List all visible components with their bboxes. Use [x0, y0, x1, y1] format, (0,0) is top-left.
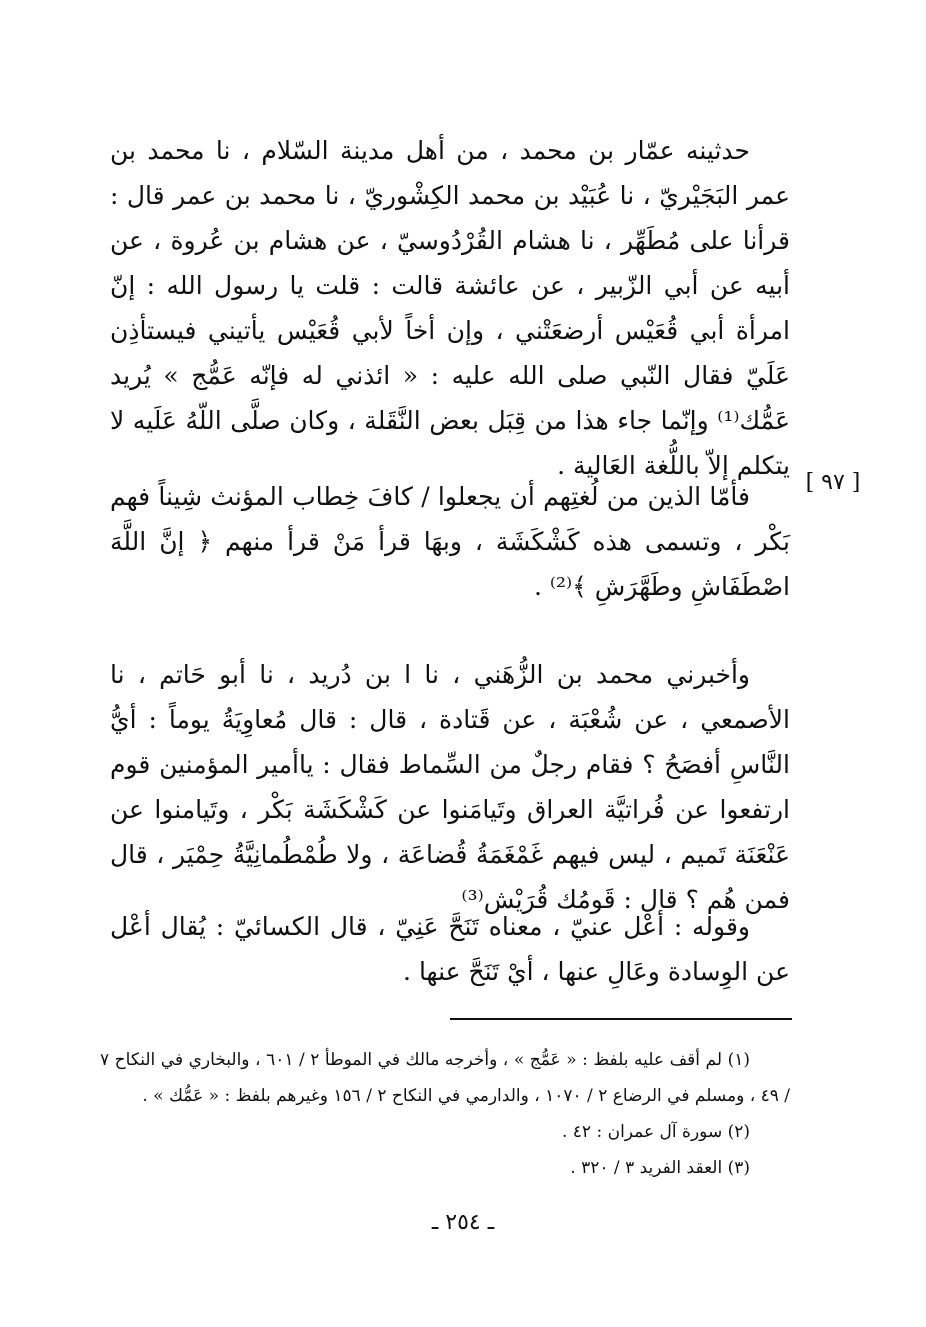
- paragraph-hadith-chain: حدثينه عمّار بن محمد ، من أهل مدينة السّلام ، نا محمد بن عمر البَجَيْريّ ، نا عُبَيْد بن محمد الكِشْوريّ ، نا محمد بن عمر قال : قرأنا على مُطَهِّر ، نا هشام القُرْدُوسيّ ، عن هشام بن عُروة ، عن أبيه عن أبي الزّبير ، عن عائشة قالت : قلت يا رسول الله : إنّ امرأة أبي قُعَيْس أرضعَتْني ، وإن أخاً لأبي قُعَيْس يأتيني فيستأذِن عَلَيّ فقال النّبي صلى الله عليه : « ائذني له فإنّه عَمُّج » يُريد عَمُّك⁽¹⁾ وإنّما جاء هذا من قِبَل بعض النَّقَلة ، وكان صلَّى اللّهُ عَلَيه لا يتكلم إلاّ باللُّغة العَالية .: [110, 136, 790, 480]
- paragraph-muawiya: وأخبرني محمد بن الزُّهَني ، نا ا بن دُريد ، نا أبو حَاتم ، نا الأصمعي ، عن شُعْبَة ، عن قَتادة ، قال : قال مُعاوِيَةُ يوماً : أيُّ النَّاسِ أفصَحُ ؟ فقام رجلٌ من السِّماط فقال : ياأمير المؤمنين قوم ارتفعوا عن فُراتيَّة العراق وتَيامَنوا عن كَشْكَشَة بَكْر ، وتَيامنوا عن عَنْعَنَة تَميم ، ليس فيهم غَمْغَمَةُ قُضاعَة ، ولا طُمْطُمانِيَّةُ حِمْيَر ، قال فمن هُم ؟ قال : قَومُك قُرَيْش⁽³⁾: [110, 660, 790, 914]
- footnote-2: (٢) سورة آل عمران : ٤٢ .: [561, 1122, 750, 1142]
- footnote-1: (١) لم أقف عليه بلفظ : « عَمُّج » ، وأخرجه مالك في الموطأ ٢ / ٦٠١ ، والبخاري في النكاح ٧ / ٤٩ ، ومسلم في الرضاع ٢ / ١٠٧٠ ، والدارمي في النكاح ٢ / ١٥٦ وغيرهم بلفظ : « عَمُّك » .: [100, 1050, 790, 1106]
- footnotes: [100, 1042, 790, 1186]
- margin-page-marker: [ ٩٧ ]: [805, 470, 861, 495]
- paragraph-kashkasha: فأمّا الذين من لُغتِهم أن يجعلوا / كافَ خِطاب المؤنث شِيناً فهم بَكْر ، وتسمى هذه كَشْكَشَة ، وبهَا قرأ مَنْ قرأ منهم ﴿ إنَّ اللَّهَ اصْطَفَاشِ وطَهَّرَشِ ﴾⁽²⁾ .: [110, 482, 790, 601]
- footnote-divider: [450, 1018, 792, 1020]
- footnote-3: (٣) العقد الفريد ٣ / ٣٢٠ .: [570, 1158, 750, 1178]
- paragraph-aal-anni: وقوله : أعْل عنيّ ، معناه تَنَحَّ عَنِيّ ، قال الكسائيّ : يُقال أعْل عن الوِسادة وعَالِ عنها ، أيْ تَنَحَّ عنها .: [110, 912, 790, 986]
- page-number: ـ ٢٥٤ ـ: [431, 1210, 495, 1235]
